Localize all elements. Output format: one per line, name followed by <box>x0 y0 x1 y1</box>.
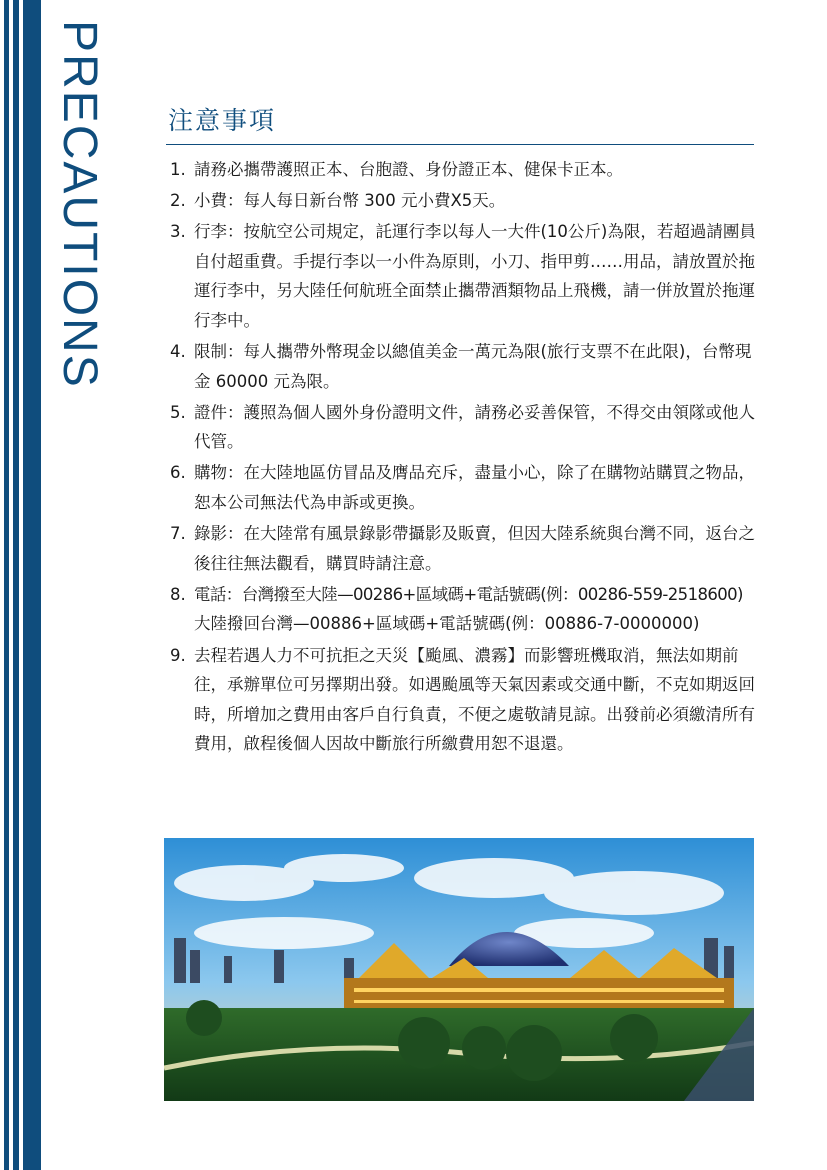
photo-illustration <box>164 838 754 1101</box>
side-title: PRECAUTIONS <box>53 20 106 389</box>
list-item <box>170 217 760 335</box>
side-stripe-thin <box>4 0 9 1170</box>
list-item <box>170 155 760 185</box>
list-item <box>170 337 760 396</box>
item-text: 去程若遇人力不可抗拒之天災【颱風、濃霧】而影響班機取消，無法如期前往，承辦單位可另擇期出發。如遇颱風等天氣因素或交通中斷，不克如期返回時，所增加之費用由客戶自行負責，不便之處敬請見諒。出發前必須繳清所有費用，啟程後個人因故中斷旅行所繳費用恕不退還。 <box>194 645 755 754</box>
title-divider <box>166 144 754 145</box>
item-number: 6. <box>170 463 186 483</box>
list-item <box>170 186 760 216</box>
page-title: 注意事項 <box>168 106 277 135</box>
item-text: 行李：按航空公司規定，託運行李以每人一大件(10公斤)為限，若超過請團員自付超重費。手提行李以一小件為原則，小刀、指甲剪……用品，請放置於拖運行李中，另大陸任何航班全面禁止攜帶酒類物品上飛機，請一併放置於拖運行李中。 <box>194 222 756 330</box>
list-item <box>170 398 760 457</box>
list-item <box>170 641 760 759</box>
item-text: 請務必攜帶護照正本、台胞證、身份證正本、健保卡正本。 <box>194 160 623 179</box>
item-text: 購物：在大陸地區仿冒品及膺品充斥，盡量小心，除了在購物站購買之物品，恕本公司無法代為申訴或更換。 <box>194 463 755 513</box>
item-text: 限制：每人攜帶外幣現金以總值美金一萬元為限(旅行支票不在此限)，台幣現金 60000 元為限。 <box>194 342 752 391</box>
item-text-block <box>194 580 760 639</box>
item-text: 小費：每人每日新台幣 300 元小費X5天。 <box>194 191 506 211</box>
side-stripe-mid <box>13 0 19 1170</box>
item-text-line2: 大陸撥回台灣—00886+區域碼+電話號碼(例：00886-7-0000000) <box>194 614 700 634</box>
item-text: 錄影：在大陸常有風景錄影帶攝影及販賣，但因大陸系統與台灣不同，返台之後往往無法觀看，購買時請注意。 <box>194 524 755 573</box>
item-number: 8. <box>170 584 186 604</box>
item-number: 1. <box>170 160 186 179</box>
list-item <box>170 458 760 517</box>
item-number: 9. <box>170 645 186 665</box>
temple-night-photo <box>164 838 754 1101</box>
item-number: 2. <box>170 191 186 211</box>
item-number: 4. <box>170 342 186 362</box>
precautions-list <box>170 155 760 760</box>
list-item <box>170 519 760 578</box>
item-number: 5. <box>170 402 186 422</box>
item-text: 電話：台灣撥至大陸—00286+區域碼+電話號碼(例：00286-559-2518600) <box>194 584 743 604</box>
item-text: 證件：護照為個人國外身份證明文件，請務必妥善保管，不得交由領隊或他人代管。 <box>194 402 755 452</box>
item-number: 7. <box>170 524 186 544</box>
list-item <box>170 580 760 639</box>
side-stripe-thick <box>23 0 41 1170</box>
item-number: 3. <box>170 222 186 242</box>
